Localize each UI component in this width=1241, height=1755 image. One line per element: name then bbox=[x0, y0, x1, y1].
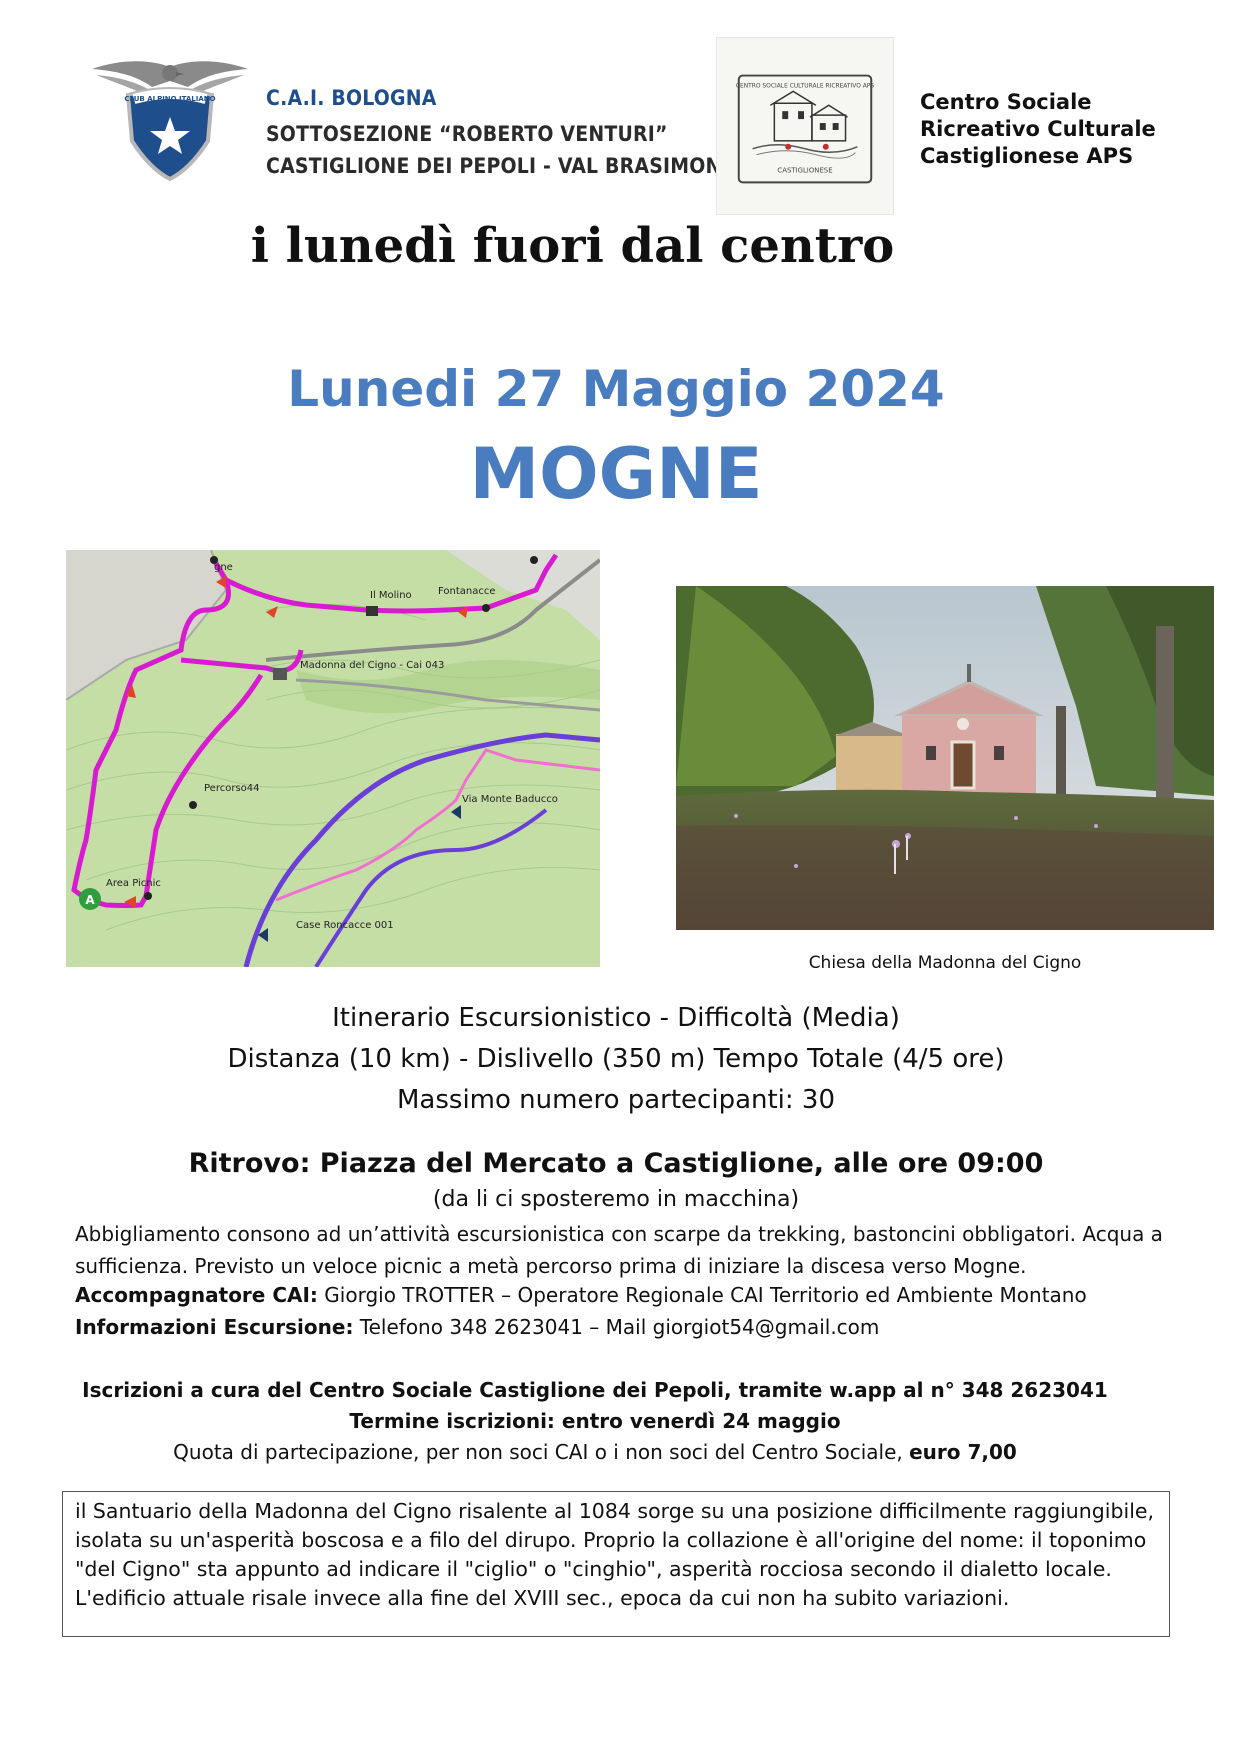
guide-value: Giorgio TROTTER – Operatore Regionale CAI Territorio ed Ambiente Montano bbox=[317, 1283, 1087, 1307]
cs-logo-text-bottom: CASTIGLIONESE bbox=[777, 166, 833, 175]
contact-row bbox=[75, 1315, 879, 1339]
cai-logo-ring-text: CLUB ALPINO ITALIANO bbox=[124, 95, 216, 103]
cai-location: CASTIGLIONE DEI PEPOLI - VAL BRASIMONE bbox=[266, 154, 735, 178]
map-label-fontanacce: Fontanacce bbox=[438, 586, 496, 597]
equipment-note: Abbigliamento consono ad un’attività escursionistica con scarpe da trekking, bastoncini obbligatori. Acqua a sufficienza. Previsto un veloce picnic a metà percorso prima di iniziare la discesa verso Mogne. bbox=[75, 1222, 1163, 1278]
enrollment-info: Iscrizioni a cura del Centro Sociale Castiglione dei Pepoli, tramite w.app al n° 348 2623041 bbox=[82, 1378, 1108, 1402]
centro-sociale-logo bbox=[716, 37, 894, 215]
enrollment-deadline: Termine iscrizioni: entro venerdì 24 maggio bbox=[349, 1409, 841, 1433]
cs-logo-text-top: CENTRO SOCIALE CULTURALE RICREATIVO APS bbox=[735, 82, 875, 90]
guide-label: Accompagnatore CAI: bbox=[75, 1283, 318, 1307]
max-participants: Massimo numero partecipanti: 30 bbox=[396, 1085, 836, 1115]
route-map bbox=[66, 550, 600, 967]
map-label-via-monte: Via Monte Baducco bbox=[462, 794, 558, 805]
series-title: i lunedì fuori dal centro bbox=[250, 218, 895, 274]
participation-fee bbox=[0, 1440, 1190, 1464]
fee-amount: euro 7,00 bbox=[909, 1440, 1017, 1464]
map-label-case-roncacce: Case Roncacce 001 bbox=[296, 920, 394, 931]
event-place: MOGNE bbox=[469, 433, 763, 515]
map-label-percorso: Percorso44 bbox=[204, 783, 260, 794]
map-label-madonna: Madonna del Cigno - Cai 043 bbox=[300, 660, 445, 671]
svg-text:A: A bbox=[85, 893, 95, 907]
guide-row bbox=[75, 1283, 1087, 1307]
centro-sociale-name-1: Centro Sociale bbox=[920, 90, 1092, 114]
contact-label: Informazioni Escursione: bbox=[75, 1315, 354, 1339]
centro-sociale-name-3: Castiglionese APS bbox=[920, 144, 1134, 168]
distance-elevation-time: Distanza (10 km) - Dislivello (350 m) Tempo Totale (4/5 ore) bbox=[227, 1044, 1005, 1074]
fee-text: Quota di partecipazione, per non soci CAI o i non soci del Centro Sociale, bbox=[173, 1440, 910, 1464]
cai-subsection: SOTTOSEZIONE “ROBERTO VENTURI” bbox=[266, 122, 668, 146]
history-box bbox=[62, 1491, 1170, 1637]
centro-sociale-name-2: Ricreativo Culturale bbox=[920, 117, 1156, 141]
map-label-mogne: gne bbox=[214, 562, 233, 573]
meeting-note: (da li ci sposteremo in macchina) bbox=[432, 1187, 800, 1212]
map-label-molino: Il Molino bbox=[370, 590, 412, 601]
itinerary-difficulty: Itinerario Escursionistico - Difficoltà (Media) bbox=[332, 1003, 900, 1033]
church-photo bbox=[676, 586, 1214, 930]
history-text: il Santuario della Madonna del Cigno risalente al 1084 sorge su una posizione difficilmente raggiungibile, isolata su un'asperità boscosa e a filo del dirupo. Proprio la collazione è all'origine del nome: il toponimo "del Cigno" sta appunto ad indicare il "ciglio" o "cinghio", asperità rocciosa secondo il dialetto locale. L'edificio attuale risale invece alla fine del XVIII sec., epoca da cui non ha subito variazioni. bbox=[75, 1499, 1155, 1610]
photo-caption: Chiesa della Madonna del Cigno bbox=[808, 953, 1082, 973]
event-date: Lunedi 27 Maggio 2024 bbox=[287, 360, 945, 418]
cai-logo bbox=[90, 55, 250, 185]
meeting-point: Ritrovo: Piazza del Mercato a Castiglione, alle ore 09:00 bbox=[188, 1148, 1044, 1179]
map-label-area-picnic: Area Picnic bbox=[106, 878, 161, 889]
contact-value: Telefono 348 2623041 – Mail giorgiot54@gmail.com bbox=[353, 1315, 880, 1339]
cai-name: C.A.I. BOLOGNA bbox=[266, 86, 437, 110]
